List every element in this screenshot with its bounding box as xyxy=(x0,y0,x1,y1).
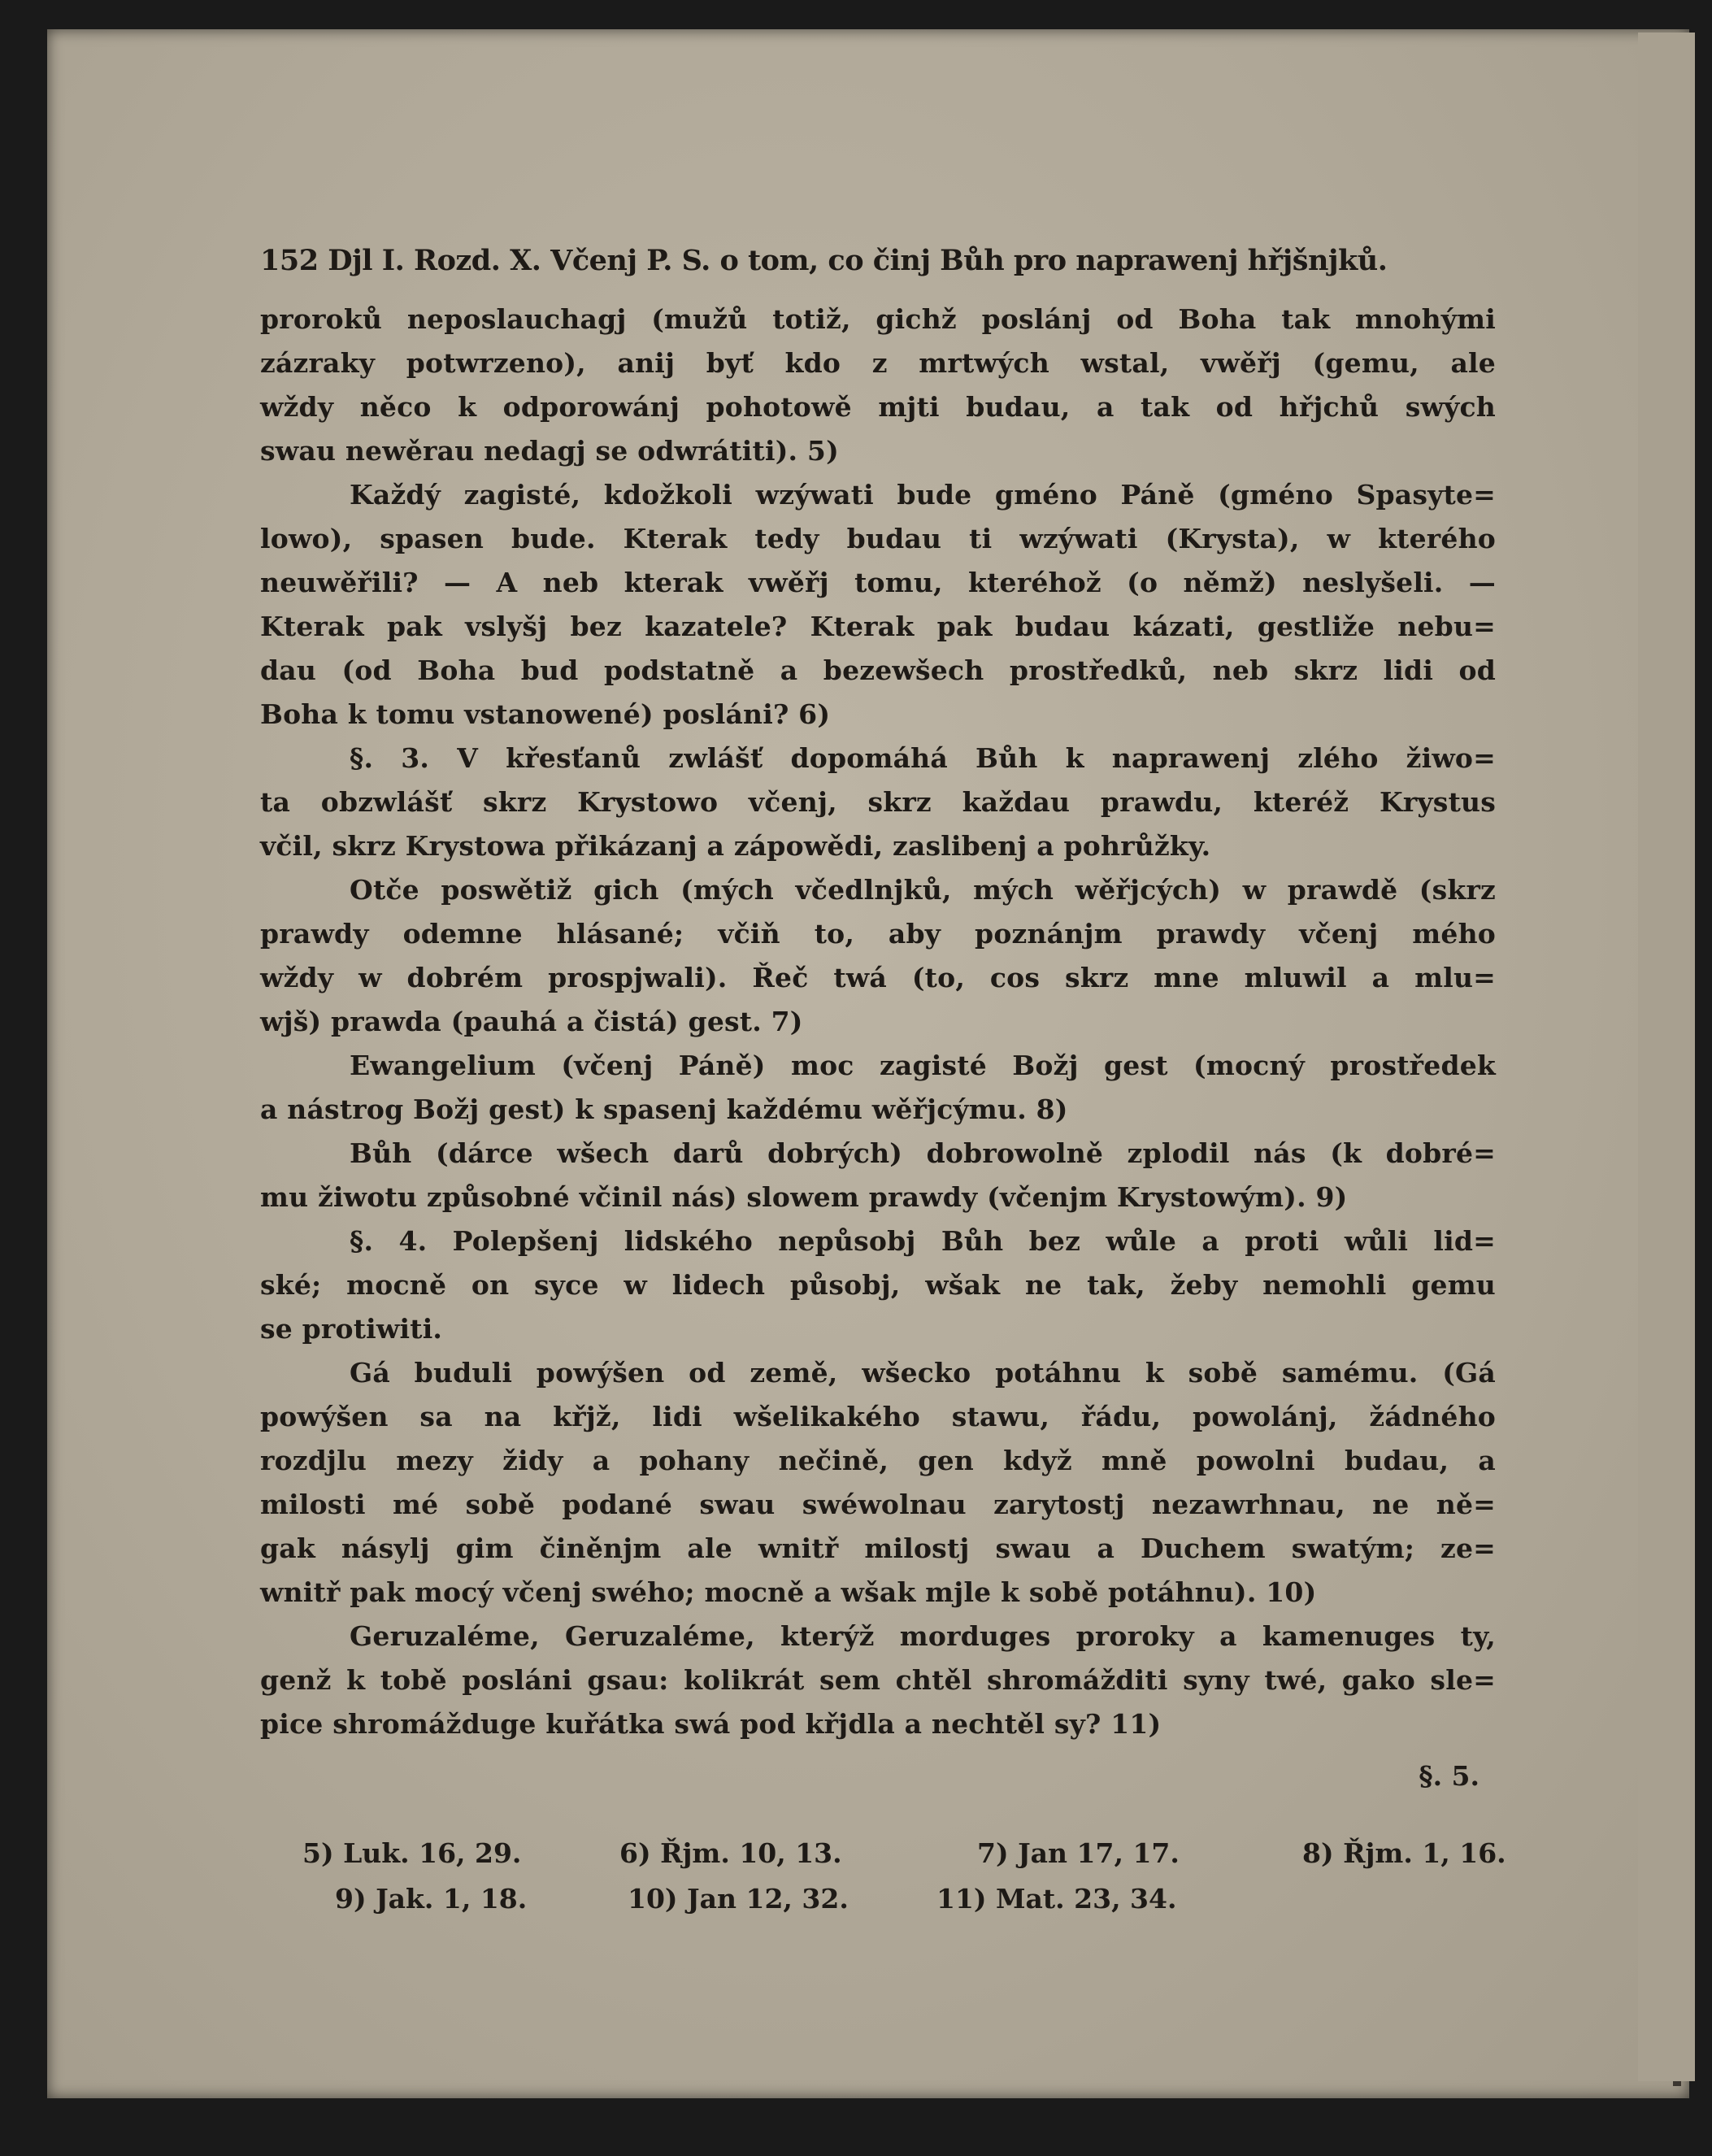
footnote: 11) Mat. 23, 34. xyxy=(936,1883,1177,1915)
text-line: Kterak pak vslyšj bez kazatele? Kterak pak budau kázati, gestliže nebu= xyxy=(260,611,1496,642)
text-line: lowo), spasen bude. Kterak tedy budau ti wzýwati (Krysta), w kterého xyxy=(260,523,1496,554)
text-line: dau (od Boha bud podstatně a bezewšech prostředků, neb skrz lidi od xyxy=(260,654,1496,686)
footnote: 7) Jan 17, 17. xyxy=(977,1837,1180,1869)
footnote: 9) Jak. 1, 18. xyxy=(335,1883,528,1915)
text-line: Geruzaléme, Geruzaléme, kterýž morduges proroky a kamenuges ty, xyxy=(350,1620,1496,1652)
text-line: Gá buduli powýšen od země, wšecko potáhnu k sobě samému. (Gá xyxy=(350,1357,1496,1389)
text-line: wždy něco k odporowánj pohotowě mjti budau, a tak od hřjchů swých xyxy=(260,391,1496,423)
text-line: se protiwiti. xyxy=(260,1313,443,1345)
text-line: neuwěřili? — A neb kterak vwěřj tomu, kteréhož (o němž) neslyšeli. — xyxy=(260,567,1496,598)
text-line: milosti mé sobě podané swau swéwolnau zarytostj nezawrhnau, ne ně= xyxy=(260,1489,1496,1520)
text-line: wjš) prawda (pauhá a čistá) gest. 7) xyxy=(260,1006,803,1037)
text-line: genž k tobě posláni gsau: kolikrát sem chtěl shromážditi syny twé, gako sle= xyxy=(260,1664,1496,1696)
text-line: wždy w dobrém prospjwali). Řeč twá (to, cos skrz mne mluwil a mlu= xyxy=(260,962,1496,993)
text-line: Každý zagisté, kdožkoli wzýwati bude gméno Páně (gméno Spasyte= xyxy=(350,479,1496,511)
text-line: Ewangelium (včenj Páně) moc zagisté Božj gest (mocný prostředek xyxy=(350,1050,1496,1081)
text-line: ta obzwlášť skrz Krystowo včenj, skrz každau prawdu, kteréž Krystus xyxy=(260,786,1496,818)
footnote: 5) Luk. 16, 29. xyxy=(302,1837,522,1869)
text-line: Bůh (dárce wšech darů dobrých) dobrowolně zplodil nás (k dobré= xyxy=(350,1137,1496,1169)
text-line: a nástrog Božj gest) k spasenj každému wěřjcýmu. 8) xyxy=(260,1093,1068,1125)
text-line: ské; mocně on syce w lidech působj, wšak ne tak, žeby nemohli gemu xyxy=(260,1269,1496,1301)
footnote-row xyxy=(302,1876,1473,1922)
footnote: 6) Řjm. 10, 13. xyxy=(619,1837,842,1869)
text-line: mu žiwotu způsobné včinil nás) slowem prawdy (včenjm Krystowým). 9) xyxy=(260,1181,1348,1213)
section-line: §. 4. Polepšenj lidského nepůsobj Bůh bez wůle a proti wůli lid= xyxy=(350,1225,1496,1257)
text-line: Boha k tomu vstanowené) posláni? 6) xyxy=(260,698,831,730)
text-line: proroků neposlauchagj (mužů totiž, gichž poslánj od Boha tak mnohými xyxy=(260,303,1496,335)
footnote-row xyxy=(302,1831,1506,1876)
text-line: včil, skrz Krystowa přikázanj a zápowědi, zaslibenj a pohrůžky. xyxy=(260,830,1211,862)
footnotes xyxy=(302,1831,1506,1922)
catchword: §. 5. xyxy=(1419,1760,1480,1792)
text-line: prawdy odemne hlásané; včiň to, aby poznánjm prawdy včenj mého xyxy=(260,918,1496,950)
text-line: pice shromážduge kuřátka swá pod křjdla a nechtěl sy? 11) xyxy=(260,1708,1162,1740)
running-header: 152 Djl I. Rozd. X. Včenj P. S. o tom, co činj Bůh pro naprawenj hřjšnjků. xyxy=(260,244,1388,277)
text-line: zázraky potwrzeno), anij byť kdo z mrtwých wstal, vwěřj (gemu, ale xyxy=(260,347,1496,379)
text-line: powýšen sa na křjž, lidi wšelikakého stawu, řádu, powolánj, žádného xyxy=(260,1401,1496,1432)
footnote: 8) Řjm. 1, 16. xyxy=(1302,1837,1506,1869)
text-line: gak násylj gim činěnjm ale wnitř milostj swau a Duchem swatým; ze= xyxy=(260,1532,1496,1564)
text-line: Otče poswětiž gich (mých včedlnjků, mých wěřjcých) w prawdě (skrz xyxy=(350,874,1496,906)
text-line: swau newěrau nedagj se odwrátiti). 5) xyxy=(260,435,839,467)
facing-page-edge xyxy=(1638,33,1695,2081)
text-line: rozdjlu mezy židy a pohany nečině, gen když mně powolni budau, a xyxy=(260,1445,1496,1476)
text-line: wnitř pak mocý včenj swého; mocně a wšak mjle k sobě potáhnu). 10) xyxy=(260,1576,1317,1608)
footnote: 10) Jan 12, 32. xyxy=(628,1883,849,1915)
section-line: §. 3. V křesťanů zwlášť dopomáhá Bůh k naprawenj zlého žiwo= xyxy=(350,742,1496,774)
page-text xyxy=(260,236,1496,1798)
